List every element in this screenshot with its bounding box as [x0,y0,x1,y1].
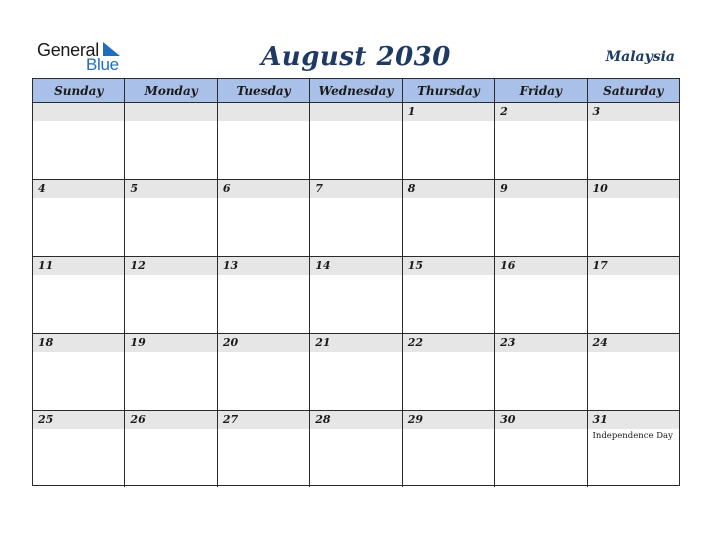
day-number: 30 [500,413,516,426]
country-label: Malaysia [605,49,675,65]
day-number-band [218,103,309,121]
day-number-band [218,334,309,352]
day-number-band [495,180,586,198]
day-number: 6 [222,182,231,195]
day-number: 20 [222,336,239,349]
weekday-header-row [33,79,679,103]
week-row [33,411,679,487]
day-number-band [33,411,124,429]
day-number: 5 [130,182,139,195]
day-cell [218,334,310,410]
logo-text-blue: Blue [86,55,119,74]
day-number-band [33,334,124,352]
day-number-band [125,411,216,429]
day-number: 2 [500,105,508,118]
weekday-header: Monday [125,79,217,102]
day-number: 19 [130,336,146,349]
day-cell [218,103,310,179]
day-cell [310,411,402,487]
day-number-band [310,334,401,352]
day-cell [218,257,310,333]
week-row [33,103,679,180]
day-number-band [310,180,401,198]
day-cell [33,257,125,333]
day-number: 13 [222,259,239,272]
day-cell [33,411,125,487]
day-number-band [403,257,494,275]
day-number: 27 [222,413,239,426]
calendar-title: August 2030 [261,42,451,72]
day-number: 14 [315,259,331,272]
day-cell [588,180,679,256]
day-cell [310,334,402,410]
week-row [33,180,679,257]
day-cell [403,411,495,487]
day-number-band [33,180,124,198]
day-cell [125,103,217,179]
day-cell [125,180,217,256]
day-number-band [218,411,309,429]
day-cell [495,257,587,333]
day-number: 15 [407,259,423,272]
day-cell [33,103,125,179]
weekday-header: Friday [495,79,587,102]
day-number-band [403,411,494,429]
day-cell [495,411,587,487]
weekday-header: Wednesday [310,79,402,102]
day-cell [588,103,679,179]
day-number: 31 [592,413,608,426]
day-number: 8 [407,182,416,195]
day-cell [125,411,217,487]
day-cell [403,180,495,256]
day-number-band [588,411,679,429]
weekday-header: Tuesday [218,79,310,102]
day-number-band [310,411,401,429]
day-cell [403,257,495,333]
day-number-band [495,334,586,352]
day-number-band [403,103,494,121]
day-number: 1 [407,105,416,118]
day-cell [403,334,495,410]
weekday-header: Thursday [403,79,495,102]
day-cell [218,411,310,487]
day-number: 7 [315,182,323,195]
week-row [33,257,679,334]
day-number-band [588,103,679,121]
day-number: 23 [500,336,516,349]
day-cell [310,180,402,256]
weekday-header: Sunday [33,79,125,102]
day-cell [403,103,495,179]
day-number-band [588,257,679,275]
day-number: 17 [592,259,608,272]
day-number: 9 [500,182,508,195]
logo-text-general: General [37,40,99,60]
day-number: 10 [592,182,608,195]
day-number: 3 [592,105,601,118]
day-number-band [125,180,216,198]
day-number-band [33,103,124,121]
day-number-band [588,334,679,352]
day-number-band [310,103,401,121]
day-number: 16 [500,259,516,272]
day-number-band [218,257,309,275]
day-cell [310,257,402,333]
day-number-band [218,180,309,198]
day-number: 11 [38,259,54,272]
week-row [33,334,679,411]
day-cell [33,180,125,256]
weekday-header: Saturday [603,83,664,98]
day-cell [588,334,679,410]
day-number-band [125,103,216,121]
day-number: 29 [407,413,423,426]
weeks-container [33,103,679,487]
holiday-label: Independence Day [592,431,673,441]
day-cell [218,180,310,256]
day-cell [495,180,587,256]
day-number: 12 [130,259,146,272]
day-number-band [403,180,494,198]
day-number-band [33,257,124,275]
day-number-band [125,334,216,352]
day-number-band [403,334,494,352]
day-number-band [495,411,586,429]
day-number: 25 [38,413,54,426]
day-cell [495,103,587,179]
day-cell [588,257,679,333]
day-number-band [495,257,586,275]
day-number-band [588,180,679,198]
day-cell [125,257,217,333]
day-number: 18 [38,336,54,349]
day-number-band [125,257,216,275]
day-cell [588,411,679,487]
calendar-grid [32,78,680,486]
day-number: 26 [130,413,146,426]
day-number: 28 [315,413,331,426]
day-cell [495,334,587,410]
day-number-band [310,257,401,275]
day-number: 22 [407,336,423,349]
day-cell [125,334,217,410]
day-number-band [495,103,586,121]
day-number: 4 [38,182,46,195]
day-cell [33,334,125,410]
day-number: 24 [592,336,608,349]
day-number: 21 [315,336,331,349]
day-cell [310,103,402,179]
